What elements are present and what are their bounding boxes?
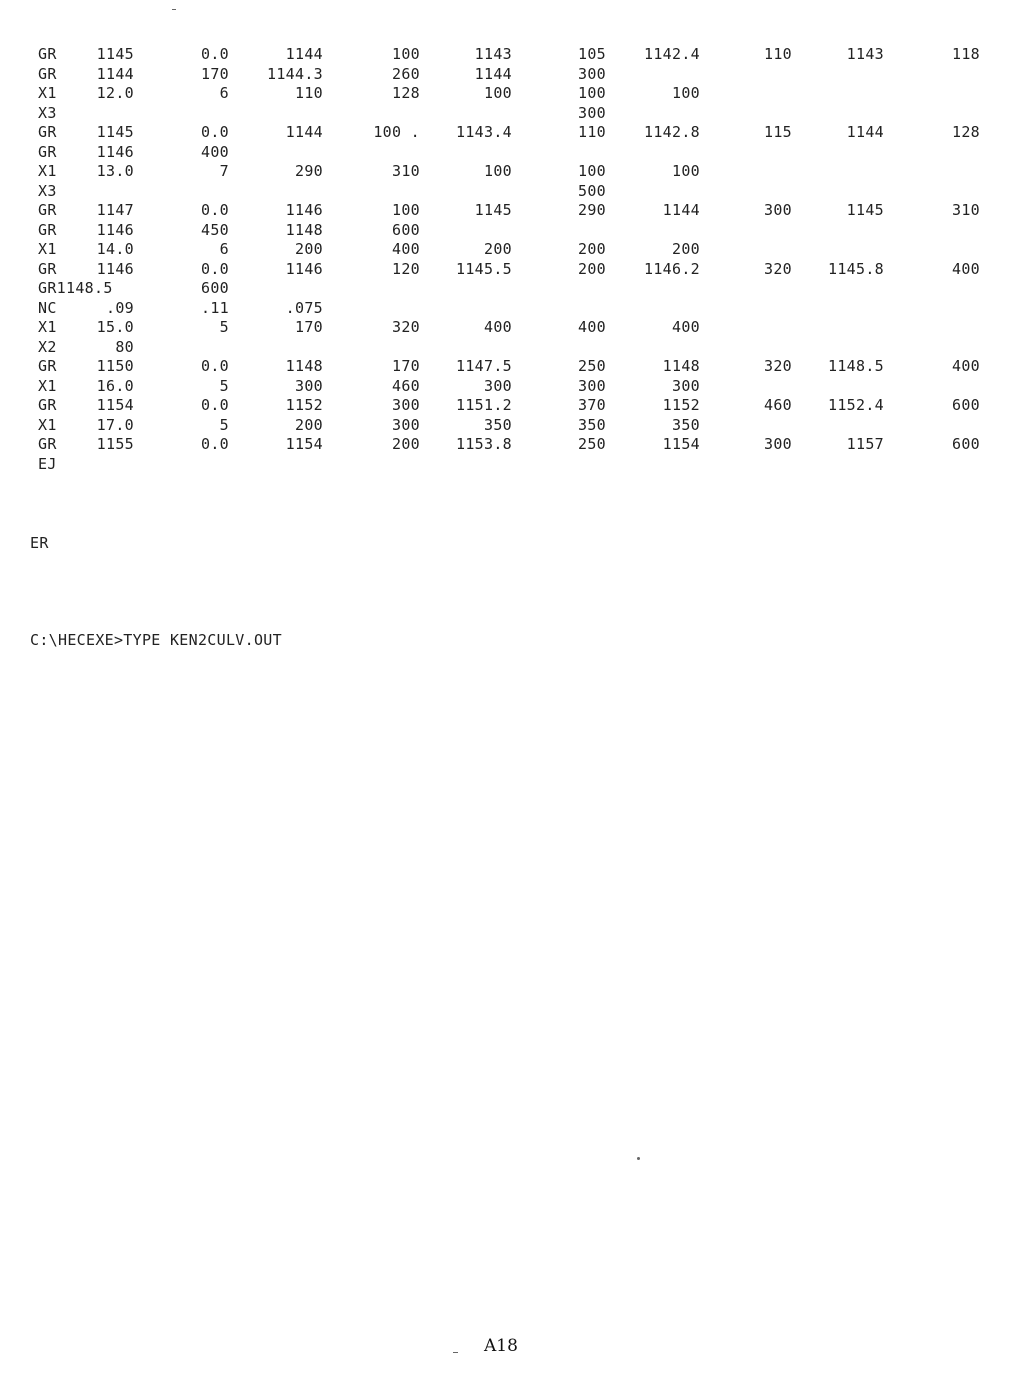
field-value: 310 (392, 162, 420, 180)
field-value: 1148 (285, 220, 323, 239)
field-value: 600 (952, 435, 980, 453)
listing-line (0, 45, 1012, 64)
field-value: 1148.5 (828, 357, 884, 375)
field-value: 320 (392, 318, 420, 336)
field-value: 100 (392, 201, 420, 219)
field-value: 12.0 (96, 84, 134, 102)
listing-line (0, 123, 1012, 142)
field-value: 320 (764, 259, 792, 278)
field-value: 200 (295, 415, 323, 434)
record-code: X3 (38, 181, 57, 200)
field-value: 118 (952, 45, 980, 63)
field-value: 300 (484, 376, 512, 395)
field-value: 5 (219, 318, 229, 336)
field-value: .11 (201, 298, 229, 317)
record-code: X3 (38, 103, 57, 122)
listing-line (0, 416, 1012, 435)
field-value: 1154 (96, 396, 134, 414)
field-value: 400 (201, 142, 229, 161)
field-value: 170 (295, 318, 323, 336)
field-value: 350 (672, 415, 700, 434)
field-value: 260 (392, 64, 420, 83)
field-value: 600 (952, 396, 980, 414)
field-value: 310 (952, 201, 980, 219)
field-value: 250 (578, 435, 606, 453)
record-code: X1 (38, 84, 57, 102)
field-value: 16.0 (96, 376, 134, 395)
field-value: .075 (285, 298, 323, 317)
record-code: GR (38, 123, 57, 141)
field-value: 200 (484, 240, 512, 258)
field-value: 290 (295, 162, 323, 180)
record-code: GR (38, 435, 57, 453)
record-code: GR (38, 396, 57, 414)
record-code: GR (38, 220, 57, 239)
field-value: 1143 (474, 45, 512, 63)
record-code: GR (38, 259, 57, 278)
field-value: 450 (201, 220, 229, 239)
field-value: 0.0 (201, 201, 229, 219)
field-value: 200 (672, 240, 700, 258)
field-value: 400 (952, 259, 980, 278)
listing-line (0, 260, 1012, 279)
field-value: 1146 (96, 259, 134, 278)
field-value: 170 (392, 357, 420, 375)
field-value: 100 (672, 84, 700, 102)
field-value: 100 (578, 84, 606, 102)
record-code: GR (38, 45, 57, 63)
field-value: 100 (392, 45, 420, 63)
field-value: 200 (392, 435, 420, 453)
scan-speck (637, 1157, 640, 1160)
record-code: GR (38, 357, 57, 375)
field-value: 1150 (96, 357, 134, 375)
scan-speck (172, 9, 176, 10)
field-value: 1148 (285, 357, 323, 375)
field-value: .09 (106, 298, 134, 317)
field-value: 350 (484, 415, 512, 434)
field-value: 400 (952, 357, 980, 375)
record-code: X1 (38, 376, 57, 395)
field-value: 0.0 (201, 45, 229, 63)
field-value: 5 (219, 376, 229, 395)
field-value: 0.0 (201, 259, 229, 278)
field-value: 14.0 (96, 240, 134, 258)
record-code: NC (38, 298, 57, 317)
field-value: 400 (484, 318, 512, 336)
field-value: 1151.2 (456, 396, 512, 414)
field-value: 1155 (96, 435, 134, 453)
field-value: 290 (578, 201, 606, 219)
field-value: 100 (578, 162, 606, 180)
field-value: 170 (201, 64, 229, 83)
field-value: 13.0 (96, 162, 134, 180)
field-value: 15.0 (96, 318, 134, 336)
field-value: 1145 (474, 201, 512, 219)
listing-line (0, 299, 1012, 318)
field-value: 1142.8 (644, 123, 700, 141)
field-value: 115 (764, 123, 792, 141)
record-code: X1 (38, 318, 57, 336)
field-value: 1154 (662, 435, 700, 453)
field-value: 320 (764, 357, 792, 375)
field-value: 0.0 (201, 435, 229, 453)
listing-line (0, 377, 1012, 396)
field-value: 5 (219, 415, 229, 434)
field-value: 400 (392, 240, 420, 258)
field-value: 1145 (96, 45, 134, 63)
field-value: 300 (392, 396, 420, 414)
record-code: X2 (38, 337, 57, 356)
field-value: 300 (295, 376, 323, 395)
field-value: 1152.4 (828, 396, 884, 414)
field-value: 1144 (285, 45, 323, 63)
listing-line (0, 104, 1012, 123)
field-value: 300 (578, 103, 606, 122)
field-value: 1146 (96, 220, 134, 239)
listing-line (0, 318, 1012, 337)
field-value: 1143 (846, 45, 884, 63)
field-value: 110 (578, 123, 606, 141)
page-number: A18 (484, 1336, 518, 1356)
field-value: 100 (484, 84, 512, 102)
field-value: 1146 (96, 142, 134, 161)
record-code: X1 (38, 240, 57, 258)
listing-line (0, 84, 1012, 103)
field-value: 1144 (96, 64, 134, 83)
field-value: 400 (672, 318, 700, 336)
command-line: C:\HECEXE>TYPE KEN2CULV.OUT (30, 631, 282, 649)
record-code: X1 (38, 162, 57, 180)
listing-line (0, 65, 1012, 84)
field-value: 300 (392, 415, 420, 434)
field-value: 1147.5 (456, 357, 512, 375)
field-value: 460 (764, 396, 792, 414)
field-value: 300 (578, 64, 606, 83)
end-record-line: ER (30, 534, 49, 552)
field-value: 600 (392, 220, 420, 239)
record-code: GR (38, 201, 57, 219)
record-code: GR (38, 64, 57, 83)
field-value: 300 (578, 376, 606, 395)
listing-line (0, 201, 1012, 220)
listing-line (0, 357, 1012, 376)
field-value: 1147 (96, 201, 134, 219)
listing-line (0, 279, 1012, 298)
listing-line (0, 221, 1012, 240)
field-value: 370 (578, 396, 606, 414)
field-value: 1144 (662, 201, 700, 219)
field-value: 1144 (474, 64, 512, 83)
field-value: 110 (295, 84, 323, 102)
listing-line (0, 435, 1012, 454)
listing-line (0, 396, 1012, 415)
field-value: 0.0 (201, 396, 229, 414)
field-value: 500 (578, 181, 606, 200)
field-value: 100 (484, 162, 512, 180)
field-value: 600 (201, 279, 229, 297)
listing-line (0, 240, 1012, 259)
field-value: 7 (219, 162, 229, 180)
listing-line (0, 455, 1012, 474)
field-value: 120 (392, 259, 420, 278)
field-value: 460 (392, 376, 420, 395)
field-value: 1145 (96, 123, 134, 141)
field-value: 80 (115, 337, 134, 356)
field-value: 100 . (373, 123, 420, 141)
field-value: 1144.3 (267, 64, 323, 83)
field-value: 1146 (285, 259, 323, 278)
field-value: 6 (219, 240, 229, 258)
field-value: 1142.4 (644, 45, 700, 63)
field-value: 6 (219, 84, 229, 102)
field-value: 128 (952, 123, 980, 141)
field-value: 250 (578, 357, 606, 375)
field-value: 1146 (285, 201, 323, 219)
field-value: 300 (764, 201, 792, 219)
field-value: 0.0 (201, 357, 229, 375)
listing-line (0, 143, 1012, 162)
record-code: GR1148.5 (38, 279, 113, 297)
field-value: 105 (578, 45, 606, 63)
field-value: 1157 (846, 435, 884, 453)
field-value: 1152 (285, 396, 323, 414)
field-value: 1146.2 (644, 259, 700, 278)
field-value: 1144 (846, 123, 884, 141)
field-value: 17.0 (96, 415, 134, 434)
field-value: 400 (578, 318, 606, 336)
field-value: 300 (672, 376, 700, 395)
field-value: 110 (764, 45, 792, 63)
listing-line (0, 182, 1012, 201)
field-value: 1145 (846, 201, 884, 219)
listing-line (0, 162, 1012, 181)
listing-line (0, 338, 1012, 357)
scan-speck (453, 1352, 458, 1353)
field-value: 200 (578, 240, 606, 258)
field-value: 300 (764, 435, 792, 453)
field-value: 100 (672, 162, 700, 180)
field-value: 0.0 (201, 123, 229, 141)
field-value: 1153.8 (456, 435, 512, 453)
field-value: 1145.5 (456, 259, 512, 278)
field-value: 1144 (285, 123, 323, 141)
field-value: 350 (578, 415, 606, 434)
field-value: 128 (392, 84, 420, 102)
field-value: 200 (295, 240, 323, 258)
field-value: 1148 (662, 357, 700, 375)
record-code: EJ (38, 454, 57, 473)
field-value: 1145.8 (828, 259, 884, 278)
field-value: 1154 (285, 435, 323, 453)
field-value: 1152 (662, 396, 700, 414)
record-code: X1 (38, 415, 57, 434)
field-value: 200 (578, 259, 606, 278)
field-value: 1143.4 (456, 123, 512, 141)
record-code: GR (38, 142, 57, 161)
